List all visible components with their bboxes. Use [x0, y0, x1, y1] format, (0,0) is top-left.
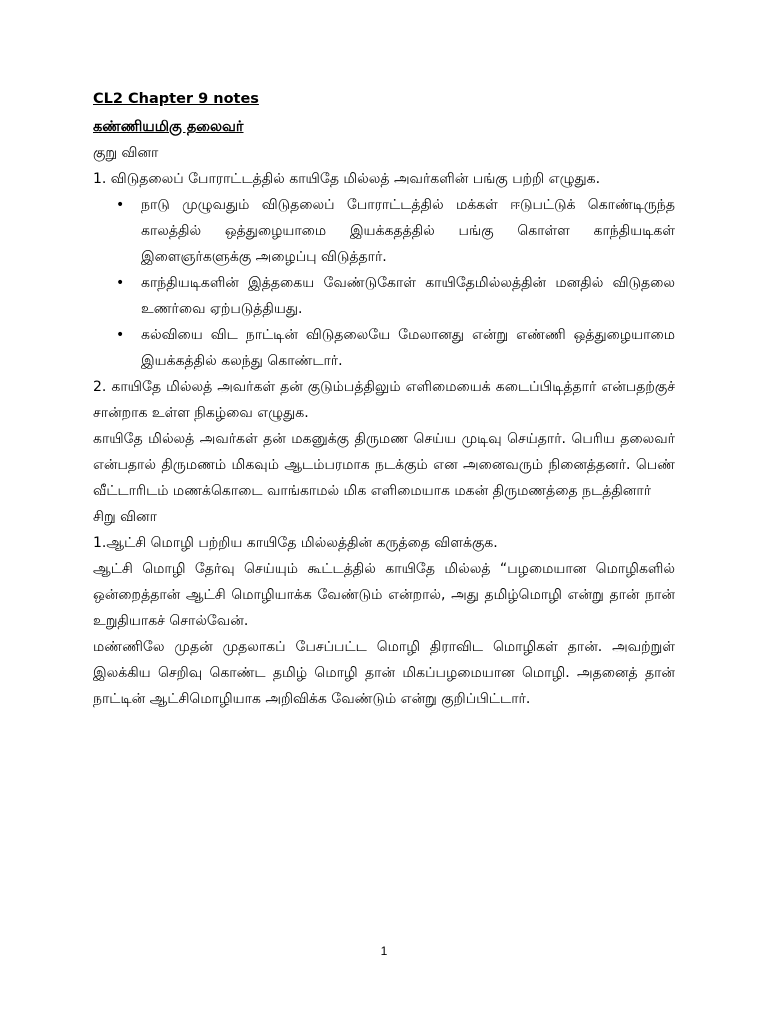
- answer-bullet-3: • கல்வியை விட நாட்டின் விடுதலையே மேலானது என்று எண்ணி ஒத்துழையாமை இயக்கத்தில் கலந்து கொண்டார்.: [93, 322, 675, 374]
- chapter-subtitle: கண்ணியமிகு தலைவர்: [93, 119, 244, 135]
- section-label-small-questions: சிறு வினா: [93, 509, 157, 525]
- question-1: 1. விடுதலைப் போராட்டத்தில் காயிதே மில்லத் அவர்களின் பங்கு பற்றி எழுதுக.: [93, 171, 601, 187]
- question-1-answer-list: [93, 192, 675, 374]
- question-2-answer: காயிதே மில்லத் அவர்கள் தன் மகனுக்கு திருமண செய்ய முடிவு செய்தார். பெரிய தலைவர் என்பதால் திருமணம் மிகவும் ஆடம்பரமாக நடக்கும் என அனைவரும் நினைத்தனர். பெண் வீட்டாரிடம் மணக்கொடை வாங்காமல் மிக எளிமையாக மகன் திருமணத்தை நடத்தினார்: [93, 431, 675, 499]
- question-3: 1.ஆட்சி மொழி பற்றிய காயிதே மில்லத்தின் கருத்தை விளக்குக.: [93, 535, 498, 551]
- document-page: [93, 86, 675, 712]
- document-title: CL2 Chapter 9 notes: [93, 91, 259, 107]
- question-3-answer-paragraph-1: ஆட்சி மொழி தேர்வு செய்யும் கூட்டத்தில் காயிதே மில்லத் “பழமையான மொழிகளில் ஒன்றைத்தான் ஆட்சி மொழியாக்க வேண்டும் என்றால், அது தமிழ்மொழி என்று தான் நான் உறுதியாகச் சொல்வேன்.: [93, 561, 675, 629]
- answer-bullet-2: • காந்தியடிகளின் இத்தகைய வேண்டுகோள் காயிதேமில்லத்தின் மனதில் விடுதலை உணர்வை ஏற்படுத்தியது.: [93, 270, 675, 322]
- answer-bullet-1: • நாடு முழுவதும் விடுதலைப் போராட்டத்தில் மக்கள் ஈடுபட்டுக் கொண்டிருந்த காலத்தில் ஒத்துழையாமை இயக்கதத்தில் பங்கு கொள்ள காந்தியடிகள் இளைஞர்களுக்கு அழைப்பு விடுத்தார்.: [93, 192, 675, 270]
- question-2: 2. காயிதே மில்லத் அவர்கள் தன் குடும்பத்திலும் எளிமையைக் கடைப்பிடித்தார் என்பதற்குச் சான்றாக உள்ள நிகழ்வை எழுதுக.: [93, 379, 675, 421]
- question-3-answer-paragraph-2: மண்ணிலே முதன் முதலாகப் பேசப்பட்ட மொழி திராவிட மொழிகள் தான். அவற்றுள் இலக்கிய செறிவு கொண்ட தமிழ் மொழி தான் மிகப்பழமையான மொழி. அதனைத் தான் நாட்டின் ஆட்சிமொழியாக அறிவிக்க வேண்டும் என்று குறிப்பிட்டார்.: [93, 639, 676, 707]
- section-label-short-questions: குறு வினா: [93, 145, 159, 161]
- page-number: 1: [380, 944, 388, 958]
